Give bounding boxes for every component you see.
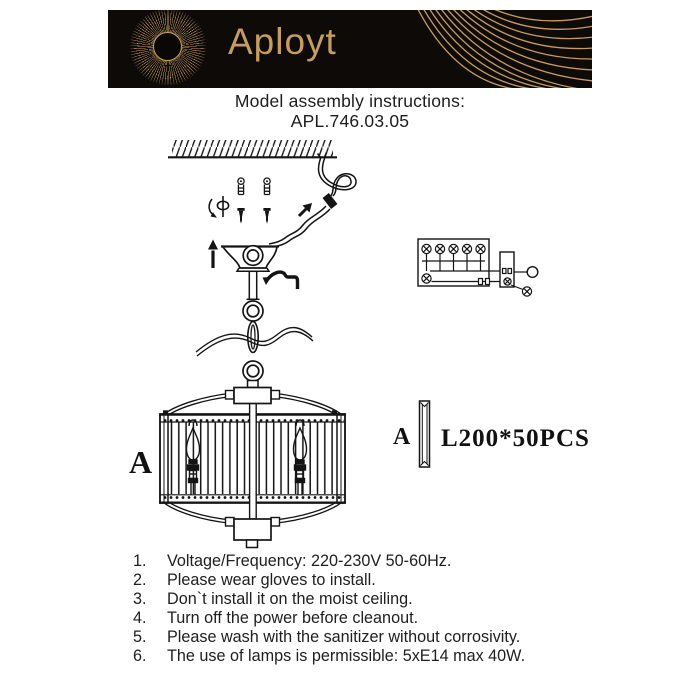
shade-label: A [129,444,153,480]
instruction-number: 5. [133,628,147,646]
instruction-number: 6. [133,647,147,665]
screw-icon [237,208,244,224]
instruction-text: The use of lamps is permissible: 5xE14 max 40W. [167,647,526,665]
model-number: APL.746.03.05 [290,110,410,131]
instructions-list [133,552,525,666]
sunburst-core [153,32,182,61]
wiring-diagram-icon [418,239,538,296]
instruction-number: 2. [133,571,147,589]
instruction-item [133,571,525,590]
instruction-item [133,628,525,647]
wall-anchor-icon [238,178,244,195]
instruction-number: 1. [133,552,147,570]
instruction-item [133,552,525,571]
instruction-item [133,647,525,666]
title-block [0,92,700,131]
instruction-text: Don`t install it on the moist ceiling. [167,590,413,608]
instruction-text: Please wear gloves to install. [167,571,376,589]
instruction-text: Turn off the power before cleanout. [167,609,419,627]
power-cable-icon [269,153,356,248]
instruction-item [133,590,525,609]
arrow-up-icon [208,240,218,269]
chain-icon [243,271,263,381]
brand-name: Aployt [228,21,337,62]
brand-banner [108,10,592,88]
canopy-icon [221,246,279,272]
ceiling-icon [168,140,337,157]
page-title: Model assembly instructions: [234,91,466,111]
arrow-ne-icon [299,203,312,216]
assembly-diagram [0,130,700,555]
rotate-screw-icon [209,196,228,218]
crystal-rod-icon [420,401,430,467]
screw-icon [263,208,270,224]
instruction-text: Voltage/Frequency: 220-230V 50-60Hz. [167,552,452,570]
instruction-item [133,609,525,628]
sunburst-logo-icon [130,10,206,85]
wall-anchor-icon [264,178,270,195]
crystal-part-row [393,401,590,467]
instruction-number: 4. [133,609,147,627]
crystal-part-spec: L200*50PCS [441,425,590,452]
instruction-text: Please wash with the sanitizer without corrosivity. [167,628,521,646]
rays-decoration-icon [408,10,592,88]
crystal-part-label: A [393,424,411,450]
instruction-number: 3. [133,590,147,608]
hook-tool-icon [263,272,298,289]
